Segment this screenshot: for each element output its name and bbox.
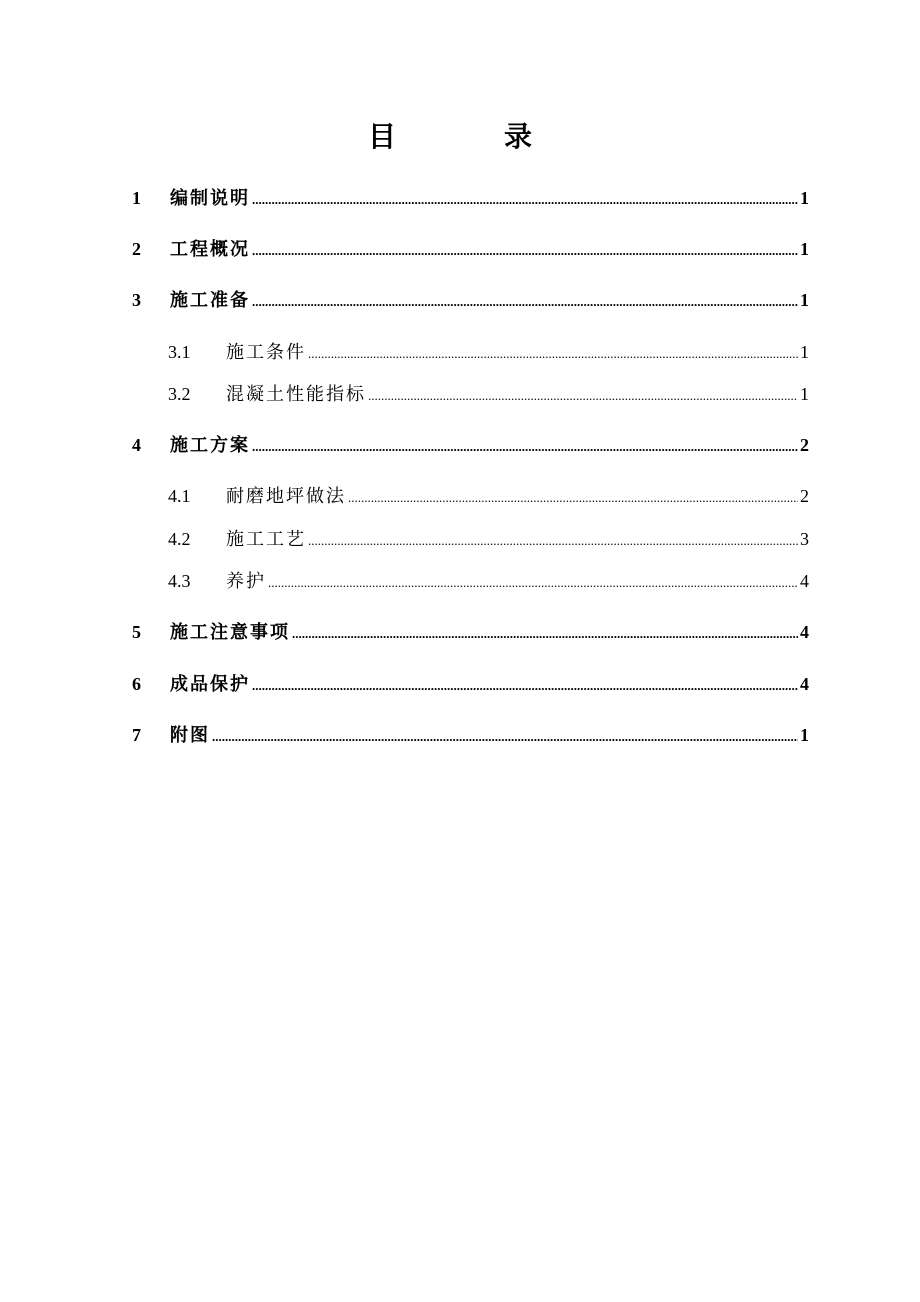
toc-entry-2[interactable] [132, 235, 809, 263]
toc-entry-title: 成品保护 [170, 674, 250, 694]
toc-dot-leader [292, 618, 798, 648]
toc-entry-page: 1 [800, 384, 809, 404]
toc-entry-page: 4 [800, 571, 809, 591]
toc-entry-number: 4 [132, 435, 141, 455]
toc-entry-title: 施工条件 [226, 342, 306, 362]
toc-entry-number: 3.2 [168, 384, 191, 404]
toc-entry-number: 2 [132, 239, 141, 259]
toc-entry-page: 2 [800, 435, 809, 455]
toc-dot-leader [368, 380, 798, 410]
toc-entry-page: 1 [800, 342, 809, 362]
toc-entry-3[interactable] [132, 286, 809, 314]
toc-entry-title: 工程概况 [170, 239, 250, 259]
toc-entry-page: 1 [800, 290, 809, 310]
toc-entry-title: 养护 [226, 571, 266, 591]
toc-entry-3-2[interactable] [132, 380, 809, 408]
toc-entry-number: 6 [132, 674, 141, 694]
toc-entry-number: 1 [132, 188, 141, 208]
toc-dot-leader [252, 670, 798, 700]
toc-entry-number: 4.3 [168, 571, 191, 591]
toc-entry-3-1[interactable] [132, 338, 809, 366]
toc-entry-title: 施工注意事项 [170, 622, 290, 642]
toc-dot-leader [252, 235, 798, 265]
toc-entry-title: 耐磨地坪做法 [226, 486, 346, 506]
toc-dot-leader [348, 482, 798, 512]
toc-entry-number: 3.1 [168, 342, 191, 362]
toc-entry-page: 2 [800, 486, 809, 506]
toc-entry-number: 7 [132, 725, 141, 745]
toc-entry-page: 1 [800, 725, 809, 745]
toc-entry-page: 1 [800, 239, 809, 259]
toc-entry-6[interactable] [132, 670, 809, 698]
toc-entry-5[interactable] [132, 618, 809, 646]
toc-entry-title: 混凝土性能指标 [226, 384, 366, 404]
toc-dot-leader [212, 721, 798, 751]
toc-entry-title: 施工准备 [170, 290, 250, 310]
toc-entry-page: 1 [800, 188, 809, 208]
toc-dot-leader [252, 431, 798, 461]
toc-entry-title: 附图 [170, 725, 210, 745]
toc-entry-number: 4.1 [168, 486, 191, 506]
toc-title: 目 录 [367, 122, 572, 153]
toc-entry-page: 3 [800, 529, 809, 549]
toc-entry-7[interactable] [132, 721, 809, 749]
toc-entry-4-2[interactable] [132, 525, 809, 553]
toc-dot-leader [252, 184, 798, 214]
toc-dot-leader [268, 567, 798, 597]
toc-entry-4[interactable] [132, 431, 809, 459]
toc-entry-4-1[interactable] [132, 482, 809, 510]
toc-entry-page: 4 [800, 622, 809, 642]
toc-entry-number: 5 [132, 622, 141, 642]
toc-entry-number: 3 [132, 290, 141, 310]
toc-entry-1[interactable] [132, 184, 809, 212]
toc-entry-4-3[interactable] [132, 567, 809, 595]
toc-dot-leader [252, 286, 798, 316]
toc-entry-number: 4.2 [168, 529, 191, 549]
toc-entry-title: 编制说明 [170, 188, 250, 208]
toc-dot-leader [308, 525, 798, 555]
toc-entry-title: 施工方案 [170, 435, 250, 455]
toc-entry-page: 4 [800, 674, 809, 694]
toc-entry-title: 施工工艺 [226, 529, 306, 549]
toc-dot-leader [308, 338, 798, 368]
